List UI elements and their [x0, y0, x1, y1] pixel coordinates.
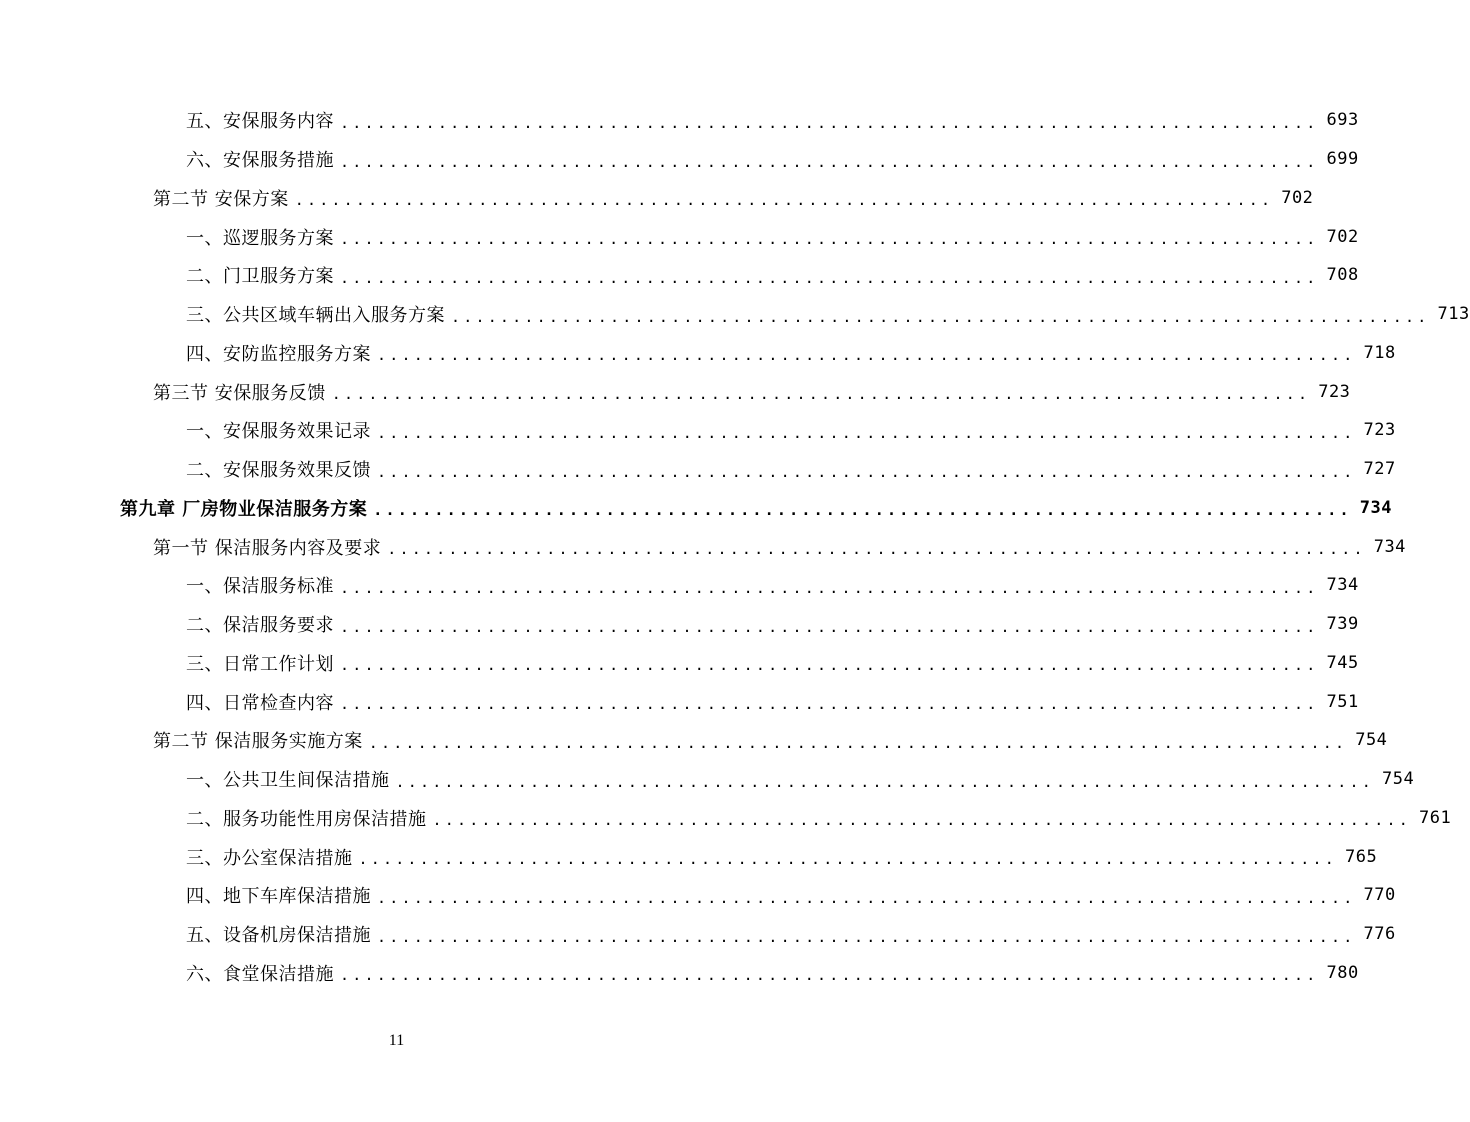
- toc-entry-page: 723: [1363, 420, 1396, 441]
- toc-dot-leader: ................................................................................: [377, 888, 1356, 907]
- toc-entry: [0, 489, 1392, 528]
- toc-entry-title: 第三节 安保服务反馈: [153, 382, 326, 404]
- toc-entry-title: 三、办公室保洁措施: [186, 847, 353, 869]
- toc-entry: [0, 217, 1359, 256]
- toc-entry-page: 761: [1418, 807, 1452, 828]
- toc-entry: [0, 682, 1359, 721]
- toc-entry-page: 702: [1281, 187, 1314, 208]
- toc-dot-leader: ................................................................................: [294, 191, 1274, 210]
- table-of-contents: [0, 101, 1470, 992]
- toc-dot-leader: ................................................................................: [340, 656, 1319, 675]
- toc-entry-title: 六、食堂保洁措施: [186, 963, 334, 985]
- toc-dot-leader: ................................................................................: [377, 423, 1356, 442]
- toc-entry: [0, 837, 1378, 876]
- toc-entry: [0, 450, 1396, 489]
- toc-entry-title: 三、日常工作计划: [186, 653, 334, 675]
- toc-dot-leader: ................................................................................: [377, 462, 1356, 481]
- toc-entry-title: 六、安保服务措施: [186, 150, 334, 172]
- toc-entry-title: 第二节 保洁服务实施方案: [153, 731, 363, 753]
- toc-entry-page: 723: [1318, 381, 1351, 402]
- toc-entry-title: 五、安保服务内容: [186, 111, 334, 133]
- toc-entry: [0, 605, 1359, 644]
- toc-entry: [0, 256, 1359, 295]
- toc-entry-page: 765: [1344, 846, 1378, 867]
- toc-entry: [0, 334, 1396, 373]
- toc-entry-page: 734: [1326, 575, 1359, 596]
- toc-entry-page: 693: [1326, 110, 1359, 131]
- toc-dot-leader: ................................................................................: [377, 346, 1356, 365]
- toc-dot-leader: ................................................................................: [358, 850, 1337, 869]
- toc-entry-page: 745: [1326, 652, 1359, 673]
- toc-entry-page: 727: [1363, 459, 1396, 480]
- toc-entry-page: 718: [1363, 342, 1396, 363]
- toc-dot-leader: ................................................................................: [340, 230, 1319, 249]
- toc-entry-title: 一、巡逻服务方案: [186, 227, 334, 249]
- toc-entry: [0, 644, 1359, 683]
- toc-entry: [0, 915, 1396, 954]
- toc-entry-title: 第一节 保洁服务内容及要求: [153, 537, 382, 559]
- toc-entry: [0, 295, 1470, 334]
- toc-entry: [0, 566, 1359, 605]
- toc-entry: [0, 372, 1351, 411]
- toc-dot-leader: ................................................................................: [340, 152, 1319, 171]
- toc-dot-leader: ................................................................................: [368, 733, 1348, 752]
- toc-entry-page: 739: [1326, 614, 1359, 635]
- toc-entry-title: 二、服务功能性用房保洁措施: [186, 808, 427, 830]
- toc-entry: [0, 721, 1388, 760]
- toc-entry-title: 二、保洁服务要求: [186, 615, 334, 637]
- toc-dot-leader: ................................................................................: [331, 385, 1311, 404]
- toc-entry: [0, 101, 1359, 140]
- toc-entry-title: 二、安保服务效果反馈: [186, 460, 371, 482]
- toc-entry-title: 四、地下车库保洁措施: [186, 886, 371, 908]
- toc-dot-leader: ................................................................................: [451, 307, 1430, 326]
- toc-entry-title: 四、安防监控服务方案: [186, 343, 371, 365]
- toc-entry: [0, 954, 1359, 993]
- toc-entry-title: 四、日常检查内容: [186, 692, 334, 714]
- toc-entry-title: 二、门卫服务方案: [186, 266, 334, 288]
- toc-entry-title: 一、保洁服务标准: [186, 576, 334, 598]
- toc-entry-title: 五、设备机房保洁措施: [186, 925, 371, 947]
- toc-entry: [0, 179, 1314, 218]
- toc-dot-leader: ................................................................................: [373, 501, 1352, 520]
- toc-entry: [0, 527, 1406, 566]
- toc-dot-leader: ................................................................................: [340, 695, 1319, 714]
- toc-entry-page: 776: [1363, 924, 1396, 945]
- toc-dot-leader: ................................................................................: [340, 578, 1319, 597]
- toc-dot-leader: ................................................................................: [340, 617, 1319, 636]
- toc-dot-leader: ................................................................................: [377, 927, 1356, 946]
- toc-entry-page: 708: [1326, 265, 1359, 286]
- toc-entry-page: 780: [1326, 962, 1359, 983]
- toc-entry: [0, 411, 1396, 450]
- toc-entry-page: 713: [1437, 304, 1470, 325]
- toc-entry: [0, 799, 1452, 838]
- toc-entry: [0, 876, 1396, 915]
- toc-entry: [0, 140, 1359, 179]
- toc-entry-title: 一、安保服务效果记录: [186, 421, 371, 443]
- toc-dot-leader: ................................................................................: [340, 113, 1319, 132]
- toc-entry-page: 734: [1359, 497, 1392, 518]
- toc-entry: [0, 760, 1415, 799]
- toc-dot-leader: ................................................................................: [432, 811, 1411, 830]
- toc-entry-page: 754: [1355, 730, 1388, 751]
- toc-dot-leader: ................................................................................: [340, 966, 1319, 985]
- toc-entry-page: 751: [1326, 691, 1359, 712]
- toc-entry-page: 699: [1326, 149, 1359, 170]
- toc-entry-page: 770: [1363, 885, 1396, 906]
- toc-dot-leader: ................................................................................: [387, 540, 1366, 559]
- toc-entry-title: 第二节 安保方案: [153, 188, 289, 210]
- toc-dot-leader: ................................................................................: [395, 772, 1374, 791]
- toc-entry-page: 702: [1326, 226, 1359, 247]
- toc-entry-page: 754: [1381, 769, 1415, 790]
- toc-entry-title: 第九章 厂房物业保洁服务方案: [120, 498, 368, 520]
- page-number: 11: [388, 1032, 405, 1049]
- toc-dot-leader: ................................................................................: [340, 268, 1319, 287]
- toc-entry-page: 734: [1373, 536, 1406, 557]
- toc-entry-title: 三、公共区域车辆出入服务方案: [186, 305, 445, 327]
- toc-entry-title: 一、公共卫生间保洁措施: [186, 770, 390, 792]
